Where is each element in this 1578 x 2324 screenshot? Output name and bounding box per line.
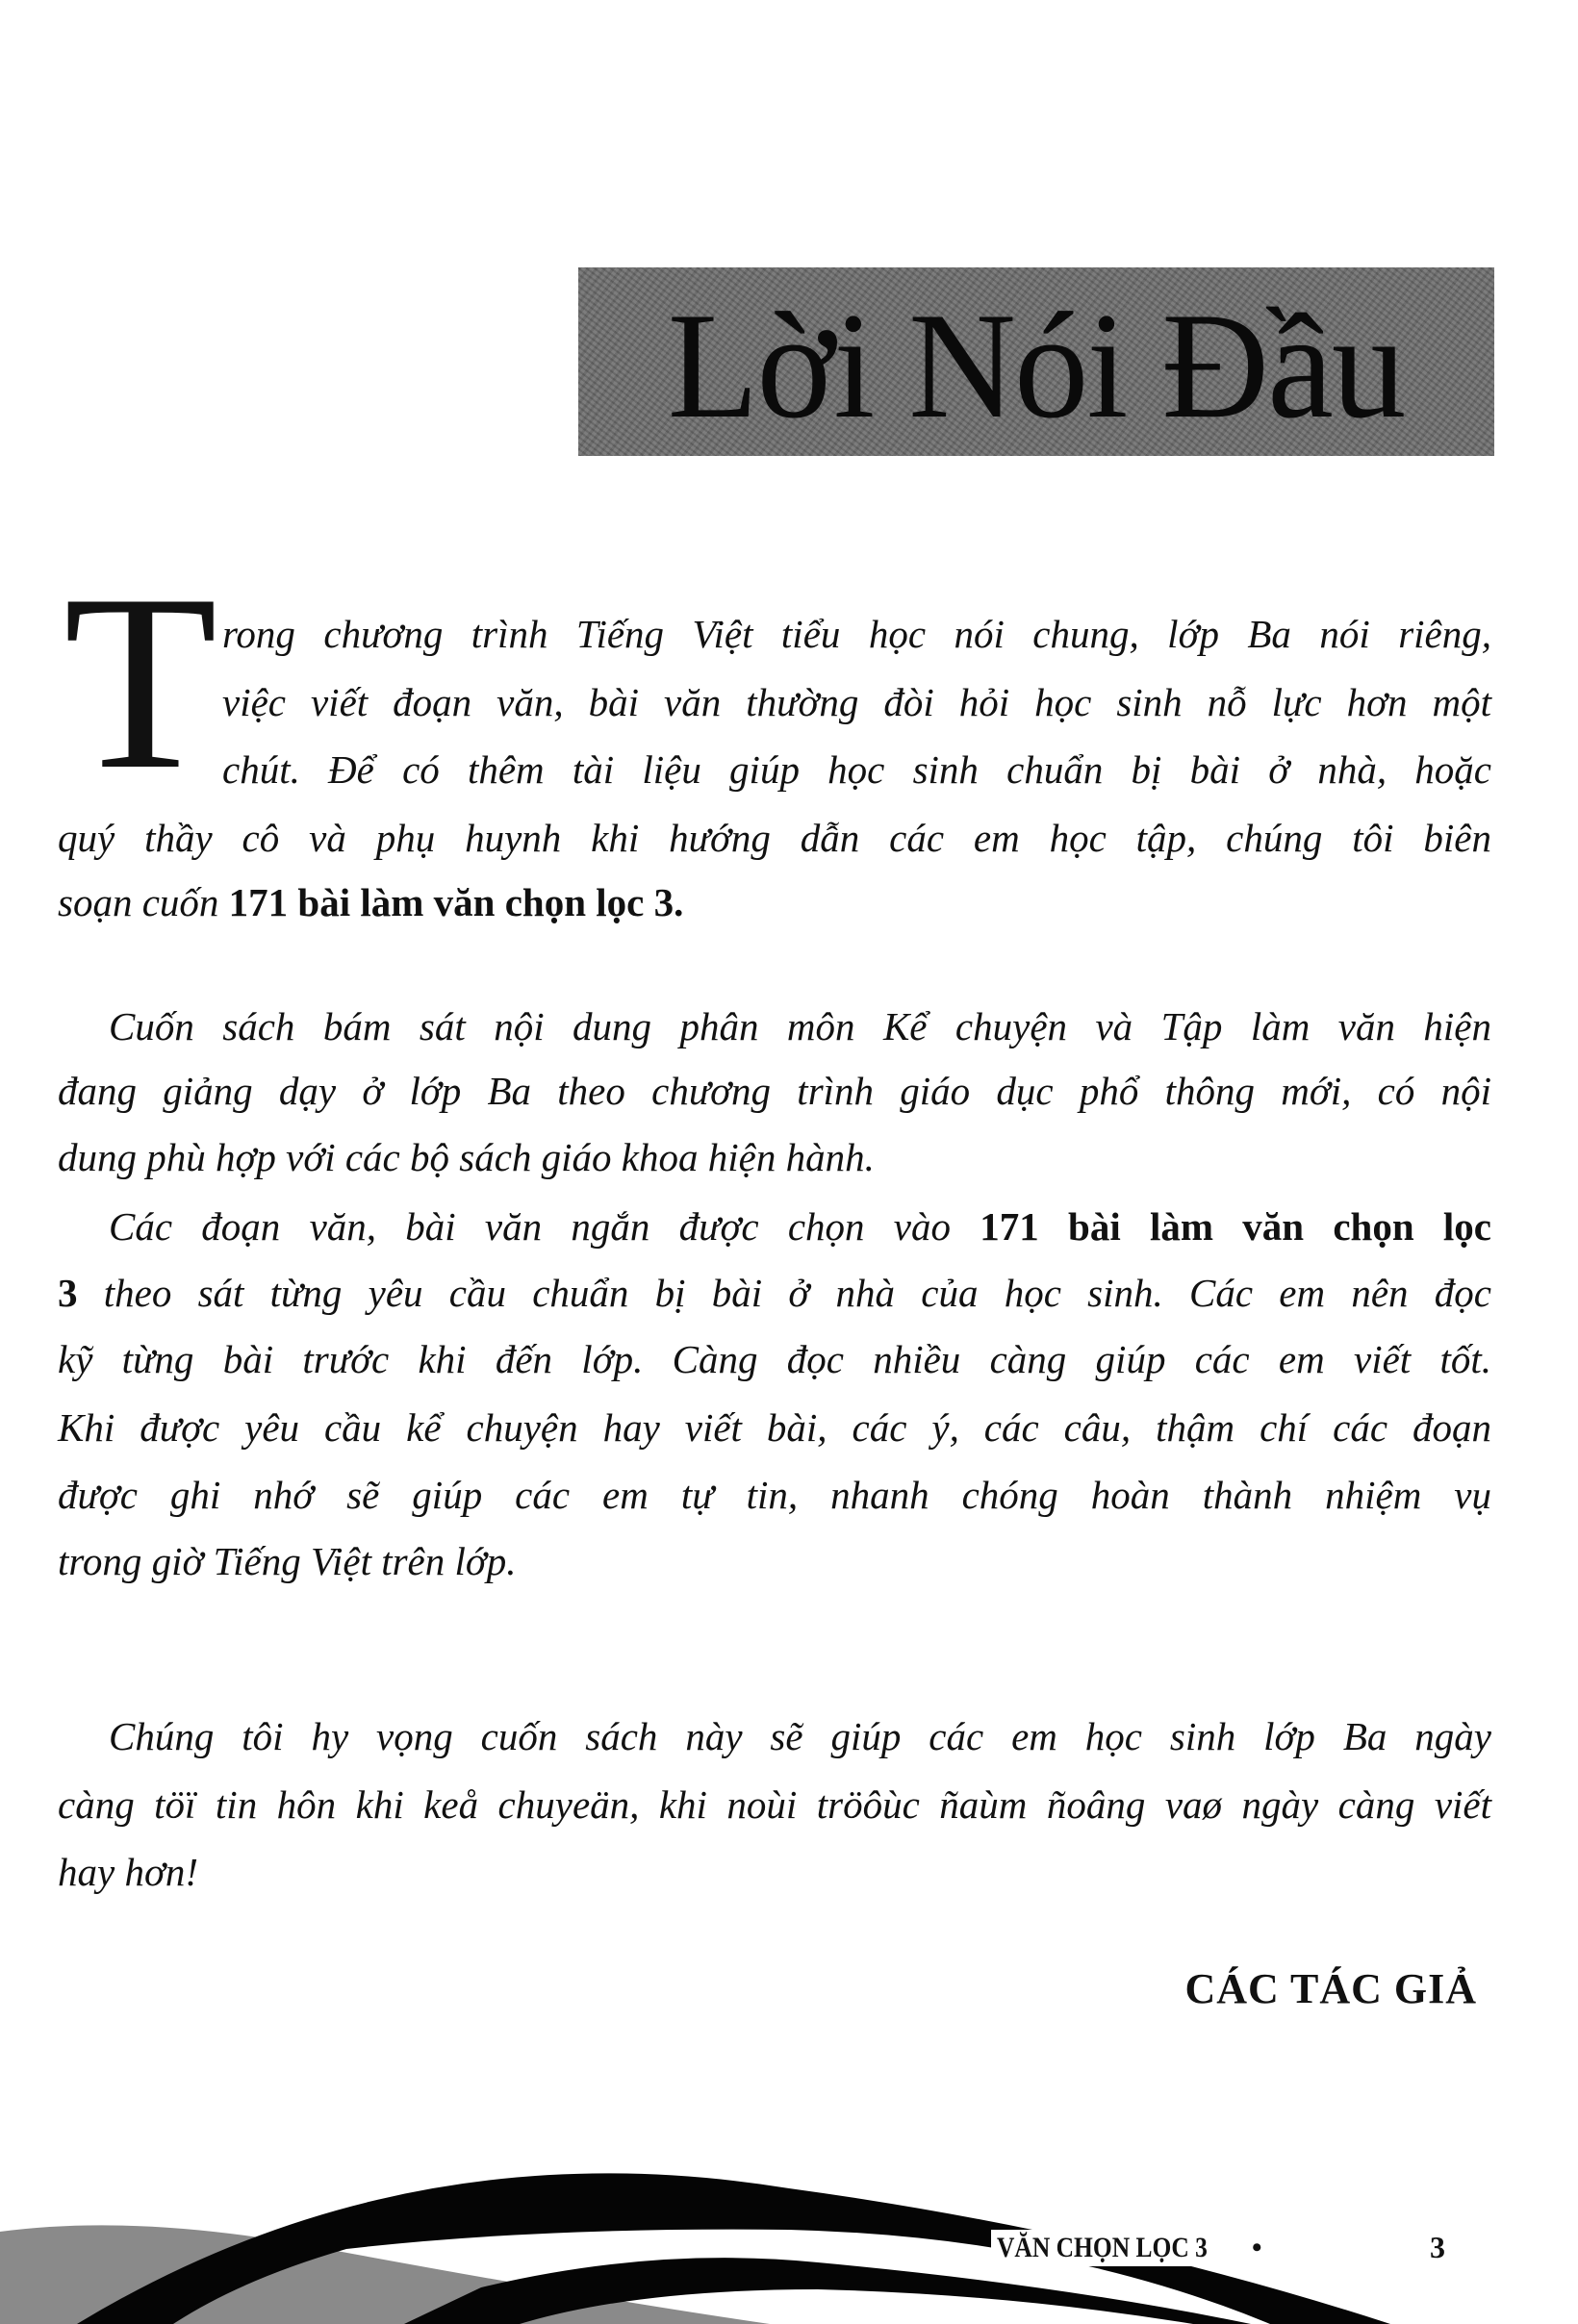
running-title: [991, 2230, 1268, 2266]
text-segment: càng töï tin hôn khi keå chuyeän, khi noùi tröôùc ñaùm ñoâng vaø ngày càng viết: [58, 1782, 1491, 1827]
page-number: 3: [1424, 2228, 1451, 2266]
text-line: [58, 811, 1491, 865]
decorative-swoosh: [0, 2155, 1578, 2324]
text-segment: rong chương trình Tiếng Việt tiểu học nói chung, lớp Ba nói riêng,: [222, 612, 1491, 656]
text-segment: Khi được yêu cầu kể chuyện hay viết bài, các ý, các câu, thậm chí các đoạn: [58, 1405, 1491, 1450]
text-line: [58, 1130, 1491, 1184]
text-line: [222, 743, 1491, 796]
text-segment: được ghi nhớ sẽ giúp các em tự tin, nhanh chóng hoàn thành nhiệm vụ: [58, 1473, 1491, 1517]
text-segment: Cuốn sách bám sát nội dung phân môn Kể chuyện và Tập làm văn hiện: [109, 1004, 1491, 1048]
text-line: [109, 999, 1491, 1053]
text-segment: theo sát từng yêu cầu chuẩn bị bài ở nhà của học sinh. Các em nên đọc: [77, 1271, 1491, 1315]
text-segment: đang giảng dạy ở lớp Ba theo chương trình giáo dục phổ thông mới, có nội: [58, 1069, 1491, 1113]
text-line: [58, 1778, 1491, 1831]
text-line: [58, 1534, 1491, 1588]
text-line: [58, 1266, 1491, 1320]
text-line: [222, 607, 1491, 661]
text-line: [58, 1401, 1491, 1454]
text-line: [58, 875, 1491, 929]
text-segment: soạn cuốn: [58, 880, 229, 924]
text-segment: hay hơn!: [58, 1850, 198, 1894]
text-segment: quý thầy cô và phụ huynh khi hướng dẫn các em học tập, chúng tôi biên: [58, 816, 1491, 860]
text-segment: Các đoạn văn, bài văn ngắn được chọn vào: [109, 1204, 980, 1249]
bold-text: 171 bài làm văn chọn lọc 3.: [228, 880, 684, 924]
text-segment: việc viết đoạn văn, bài văn thường đòi hỏi học sinh nỗ lực hơn một: [222, 680, 1491, 724]
text-line: [58, 1064, 1491, 1118]
page-title: Lời Nói Đầu: [668, 282, 1405, 450]
running-title-text: VĂN CHỌN LỌC 3: [997, 2232, 1208, 2263]
text-line: [109, 1709, 1491, 1763]
text-line: [58, 1332, 1491, 1386]
text-segment: chút. Để có thêm tài liệu giúp học sinh chuẩn bị bài ở nhà, hoặc: [222, 747, 1491, 792]
text-segment: Chúng tôi hy vọng cuốn sách này sẽ giúp các em học sinh lớp Ba ngày: [109, 1714, 1491, 1758]
text-line: [222, 675, 1491, 729]
text-segment: trong giờ Tiếng Việt trên lớp.: [58, 1539, 517, 1583]
text-segment: dung phù hợp với các bộ sách giáo khoa hiện hành.: [58, 1135, 875, 1179]
text-segment: kỹ từng bài trước khi đến lớp. Càng đọc nhiều càng giúp các em viết tốt.: [58, 1337, 1491, 1381]
signature: CÁC TÁC GIẢ: [1184, 1965, 1477, 2012]
text-line: [58, 1468, 1491, 1522]
drop-cap: T: [64, 543, 218, 821]
text-line: [58, 1845, 1491, 1899]
text-line: [109, 1200, 1491, 1253]
title-banner: [578, 267, 1494, 456]
bold-text: 3: [58, 1271, 78, 1315]
separator: •: [1252, 2232, 1262, 2263]
bold-text: 171 bài làm văn chọn lọc: [980, 1204, 1491, 1249]
